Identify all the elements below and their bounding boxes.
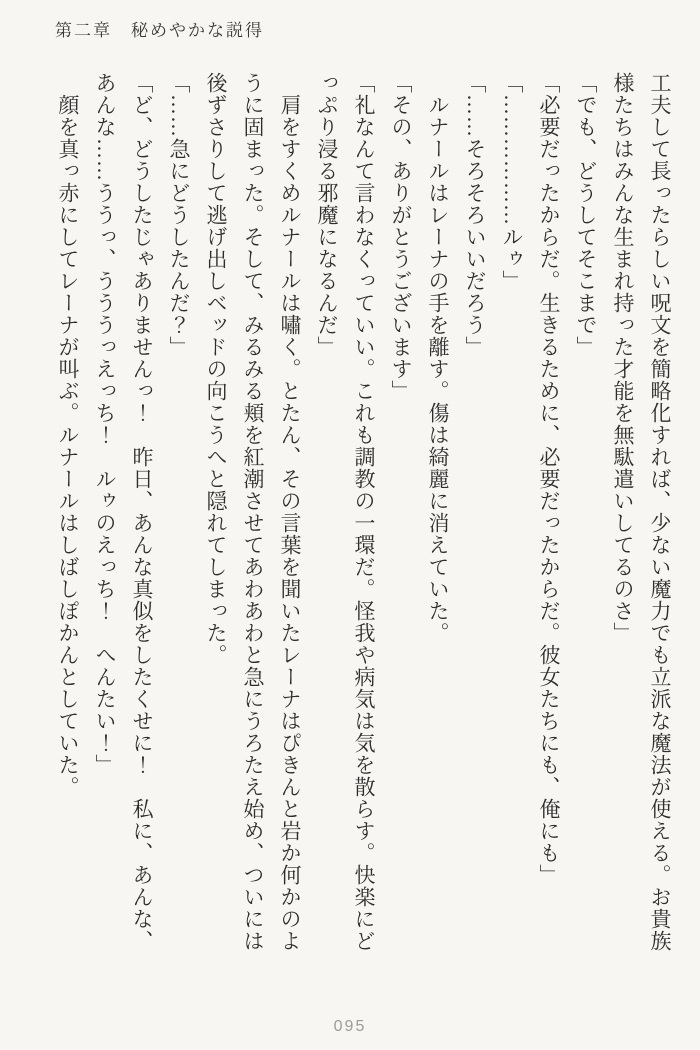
text-line: ルナールはレーナの手を離す。傷は綺麗に消えていた。 xyxy=(426,72,450,644)
text-line: 様たちはみんな生まれ持った才能を無駄遣いしてるのさ」 xyxy=(611,72,635,644)
text-line: っぷり浸る邪魔になるんだ」 xyxy=(315,72,339,358)
main-text-block xyxy=(49,72,678,960)
text-line: 「……急にどうしたんだ？」 xyxy=(167,72,191,358)
page-number: 095 xyxy=(333,1018,367,1035)
text-line: 「ど、どうしたじゃありませんっ！ 昨日、あんな真似をしたくせに！ 私に、あんな、 xyxy=(130,72,154,952)
text-line: 顔を真っ赤にしてレーナが叫ぶ。ルナールはしばしぽかんとしていた。 xyxy=(56,72,80,798)
text-line: うに固まった。そして、みるみる頬を紅潮させてあわあわと急にうろたえ始め、ついには xyxy=(241,72,265,952)
text-line: 「礼なんて言わなくっていい。これも調教の一環だ。怪我や病気は気を散らす。快楽にど xyxy=(352,72,376,952)
text-line: 「………………ルゥ」 xyxy=(500,72,524,292)
text-line: あんな……ううっ、うううっえっち！ ルゥのえっち！ へんたい！」 xyxy=(93,72,117,776)
text-line: 「その、ありがとうございます」 xyxy=(389,72,413,402)
text-line: 後ずさりして逃げ出しベッドの向こうへと隠れてしまった。 xyxy=(204,72,228,666)
text-line: 「……そろそろいいだろう」 xyxy=(463,72,487,358)
text-line: 工夫して長ったらしい呪文を簡略化すれば、少ない魔力でも立派な魔法が使える。お貴族 xyxy=(648,72,672,952)
running-head-chapter-title: 第二章 秘めやかな説得 xyxy=(55,21,264,40)
text-line: 「必要だったからだ。生きるために、必要だったからだ。彼女たちにも、俺にも」 xyxy=(537,72,561,886)
text-line: 「でも、どうしてそこまで」 xyxy=(574,72,598,358)
text-line: 肩をすくめルナールは嘯く。とたん、その言葉を聞いたレーナはぴきんと岩か何かのよ xyxy=(278,72,302,952)
